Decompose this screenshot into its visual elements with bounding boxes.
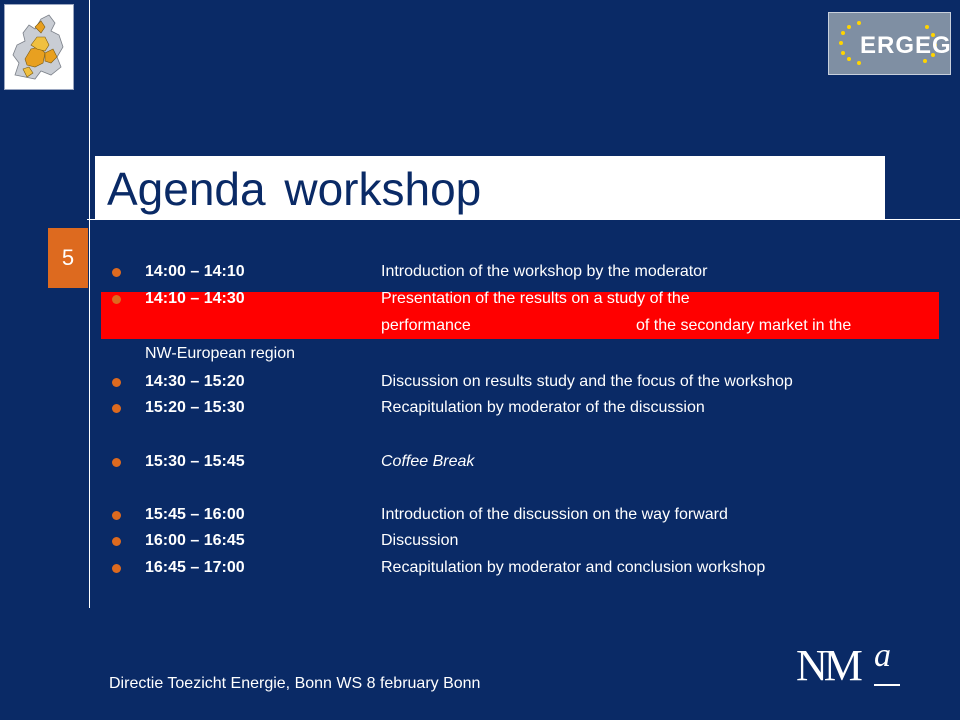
- bullet-icon: [112, 295, 121, 304]
- page-number: 5: [61, 245, 75, 270]
- agenda-description: Recapitulation by moderator of the discussion: [381, 399, 705, 416]
- title-box: [95, 156, 885, 219]
- bullet-icon: [112, 404, 121, 413]
- agenda-description: Introduction of the workshop by the moderator: [381, 263, 708, 280]
- agenda-description: Discussion on results study and the focus of the workshop: [381, 373, 793, 390]
- agenda-time: 15:30 – 15:45: [145, 453, 245, 470]
- agenda-description: Recapitulation by moderator and conclusion workshop: [381, 559, 766, 576]
- bullet-icon: [112, 458, 121, 467]
- agenda-time: 16:00 – 16:45: [145, 532, 245, 549]
- agenda-description-cont: performance: [381, 317, 471, 334]
- agenda-description-cont: NW-European region: [145, 345, 296, 362]
- agenda-description: Presentation of the results on a study of the: [381, 290, 690, 307]
- bullet-icon: [112, 511, 121, 520]
- svg-text:a: a: [874, 640, 891, 674]
- bullet-icon: [112, 268, 121, 277]
- agenda-time: 15:20 – 15:30: [145, 399, 245, 416]
- footer-text: Directie Toezicht Energie, Bonn WS 8 february Bonn: [109, 675, 481, 692]
- agenda-description: Coffee Break: [381, 453, 475, 470]
- agenda-description-cont: of the secondary market in the: [636, 317, 852, 334]
- europe-map-image: [4, 4, 74, 90]
- agenda-description: Introduction of the discussion on the way forward: [381, 506, 728, 523]
- bullet-icon: [112, 378, 121, 387]
- agenda-time: 14:30 – 15:20: [145, 373, 245, 390]
- horizontal-divider: [87, 219, 960, 220]
- page-number-badge: [48, 228, 88, 288]
- nma-logo: [796, 640, 906, 692]
- bullet-icon: [112, 537, 121, 546]
- agenda-time: 15:45 – 16:00: [145, 506, 245, 523]
- bullet-icon: [112, 564, 121, 573]
- ergeg-logo-text: ERGEG: [860, 32, 952, 59]
- page-title: Agenda workshop: [107, 163, 482, 215]
- agenda-time: 14:10 – 14:30: [145, 290, 245, 307]
- agenda-time: 14:00 – 14:10: [145, 263, 245, 280]
- ergeg-logo: [828, 12, 951, 75]
- vertical-divider: [89, 0, 90, 608]
- svg-text:NM: NM: [796, 641, 859, 690]
- agenda-description: Discussion: [381, 532, 459, 549]
- agenda-time: 16:45 – 17:00: [145, 559, 245, 576]
